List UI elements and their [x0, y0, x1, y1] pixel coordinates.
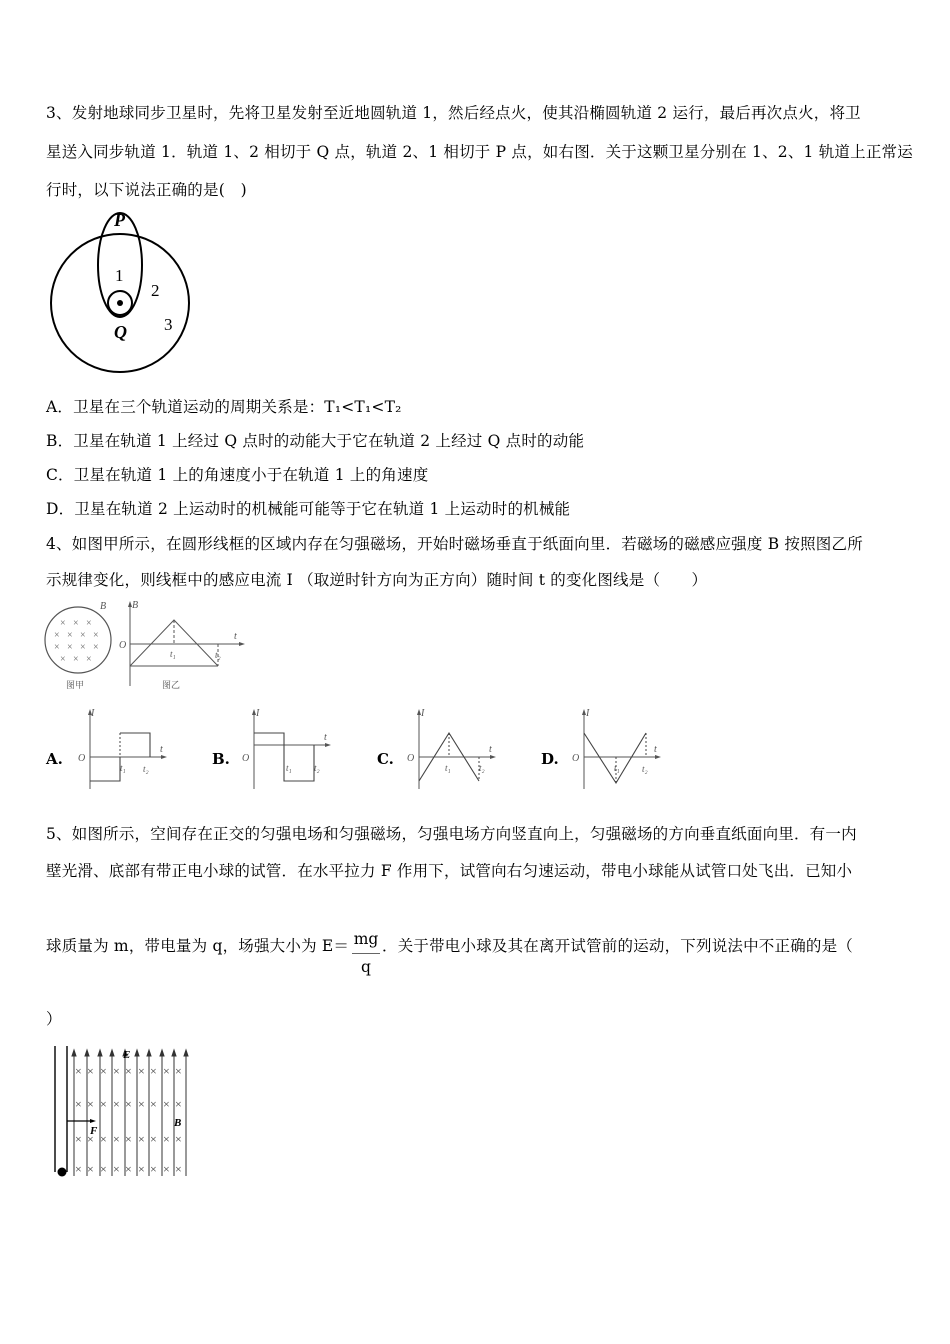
q4-option-c-label[interactable]: C.: [377, 750, 394, 768]
svg-text:×: ×: [125, 1064, 132, 1078]
svg-text:×: ×: [163, 1162, 170, 1176]
svg-text:t₂: t₂: [479, 763, 485, 773]
svg-text:×: ×: [100, 1132, 107, 1146]
field-crosses: [54, 618, 99, 665]
svg-text:×: ×: [100, 1064, 107, 1078]
svg-text:×: ×: [100, 1162, 107, 1176]
q4-option-d-label[interactable]: D.: [541, 750, 559, 768]
svg-text:×: ×: [138, 1162, 145, 1176]
q5-line-3-after: ．关于带电小球及其在离开试管前的运动，下列说法中不正确的是（: [382, 937, 854, 955]
q3-option-d: D．卫星在轨道 2 上运动时的机械能可能等于它在轨道 1 上运动时的机械能: [46, 500, 571, 518]
svg-text:×: ×: [150, 1097, 157, 1111]
svg-text:×: ×: [125, 1097, 132, 1111]
svg-text:×: ×: [125, 1162, 132, 1176]
label-f: F: [90, 1125, 98, 1137]
svg-text:O: O: [572, 753, 580, 764]
svg-text:×: ×: [60, 618, 66, 629]
svg-text:×: ×: [163, 1132, 170, 1146]
svg-text:t₂: t₂: [314, 763, 320, 773]
svg-text:×: ×: [73, 654, 79, 665]
svg-text:×: ×: [163, 1097, 170, 1111]
q5-line-4: ）: [46, 1010, 62, 1028]
svg-text:×: ×: [138, 1132, 145, 1146]
label-yi: 图乙: [162, 680, 181, 690]
q3-line-2: 星送入同步轨道 1．轨道 1、2 相切于 Q 点，轨道 2、1 相切于 P 点，如右图．关于这颗卫星分别在 1、2、1 轨道上正常运: [46, 143, 913, 161]
label-b-field: B: [174, 1117, 182, 1129]
svg-text:×: ×: [163, 1064, 170, 1078]
svg-text:×: ×: [150, 1064, 157, 1078]
q4-option-c-graph: [405, 705, 500, 793]
q5-line-2: 壁光滑、底部有带正电小球的试管．在水平拉力 F 作用下，试管向右匀速运动，带电小球能从试管口处飞出．已知小: [46, 862, 853, 880]
svg-text:×: ×: [113, 1132, 120, 1146]
q3-line-3: 行时，以下说法正确的是( ): [46, 181, 247, 199]
svg-text:I: I: [421, 708, 425, 719]
q4-option-b-label[interactable]: B.: [212, 750, 230, 768]
svg-text:×: ×: [93, 642, 99, 653]
svg-text:×: ×: [75, 1097, 82, 1111]
svg-text:×: ×: [87, 1097, 94, 1111]
q3-option-c: C．卫星在轨道 1 上的角速度小于在轨道 1 上的角速度: [46, 466, 429, 484]
label-e: E: [123, 1049, 131, 1061]
svg-text:×: ×: [138, 1097, 145, 1111]
svg-text:t₁: t₁: [120, 763, 126, 773]
label-orbit-2: 2: [151, 281, 160, 300]
earth-dot: [117, 300, 123, 306]
fraction-bar: [352, 953, 380, 954]
svg-text:×: ×: [175, 1097, 182, 1111]
svg-text:×: ×: [54, 642, 60, 653]
q3-line-1: 3、发射地球同步卫星时，先将卫星发射至近地圆轨道 1，然后经点火，使其沿椭圆轨道 2 运行，最后再次点火，将卫: [46, 104, 861, 122]
svg-text:×: ×: [93, 630, 99, 641]
label-p: P: [114, 210, 125, 230]
orbit-figure: [46, 208, 196, 376]
svg-text:t₁: t₁: [445, 763, 451, 773]
svg-text:I: I: [91, 708, 95, 719]
svg-text:×: ×: [175, 1162, 182, 1176]
svg-text:×: ×: [67, 630, 73, 641]
svg-text:×: ×: [175, 1132, 182, 1146]
q3-option-b: B．卫星在轨道 1 上经过 Q 点时的动能大于它在轨道 2 上经过 Q 点时的动能: [46, 432, 585, 450]
svg-text:×: ×: [86, 654, 92, 665]
svg-text:O: O: [119, 640, 127, 651]
fraction-denominator: q: [361, 958, 371, 976]
q5-line-1: 5、如图所示，空间存在正交的匀强电场和匀强磁场，匀强电场方向竖直向上，匀强磁场的方向垂直纸面向里．有一内: [46, 825, 857, 843]
label-orbit-1: 1: [115, 266, 124, 285]
q5-line-3-before: 球质量为 m，带电量为 q，场强大小为 E＝: [46, 937, 350, 955]
svg-text:×: ×: [113, 1162, 120, 1176]
svg-text:×: ×: [75, 1064, 82, 1078]
svg-text:×: ×: [75, 1162, 82, 1176]
field-tube-figure: [48, 1042, 193, 1182]
label-jia: 图甲: [66, 680, 85, 690]
svg-text:I: I: [586, 708, 590, 719]
svg-text:t: t: [654, 744, 657, 755]
svg-text:×: ×: [125, 1132, 132, 1146]
svg-text:×: ×: [86, 618, 92, 629]
svg-text:t: t: [234, 631, 237, 642]
q4-option-a-label[interactable]: A.: [46, 750, 63, 768]
svg-text:×: ×: [75, 1132, 82, 1146]
svg-text:t₁: t₁: [286, 763, 292, 773]
svg-text:×: ×: [67, 642, 73, 653]
q4-option-d-graph: [570, 705, 665, 793]
svg-text:O: O: [78, 753, 86, 764]
q3-option-a: A．卫星在三个轨道运动的周期关系是：T₁<T₁<T₂: [46, 398, 402, 416]
fraction-numerator: mg: [353, 930, 379, 948]
svg-text:×: ×: [80, 630, 86, 641]
svg-text:O: O: [407, 753, 415, 764]
figure-yi: [118, 598, 248, 693]
svg-text:×: ×: [100, 1097, 107, 1111]
svg-text:×: ×: [138, 1064, 145, 1078]
svg-text:×: ×: [60, 654, 66, 665]
label-orbit-3: 3: [164, 315, 173, 334]
svg-text:t₂: t₂: [215, 650, 221, 660]
svg-text:×: ×: [87, 1132, 94, 1146]
svg-text:t: t: [160, 744, 163, 755]
svg-text:×: ×: [175, 1064, 182, 1078]
svg-text:O: O: [242, 753, 250, 764]
svg-text:×: ×: [73, 618, 79, 629]
svg-text:×: ×: [87, 1064, 94, 1078]
q4-option-a-graph: [76, 705, 171, 793]
svg-text:t₁: t₁: [170, 649, 176, 659]
svg-text:×: ×: [54, 630, 60, 641]
label-b: B: [100, 601, 107, 612]
q4-line-1: 4、如图甲所示，在圆形线框的区域内存在匀强磁场，开始时磁场垂直于纸面向里．若磁场的磁感应强度 B 按照图乙所: [46, 535, 863, 553]
svg-text:×: ×: [150, 1162, 157, 1176]
label-q: Q: [114, 322, 127, 342]
svg-text:×: ×: [113, 1064, 120, 1078]
svg-text:t₂: t₂: [642, 764, 648, 774]
svg-text:×: ×: [150, 1132, 157, 1146]
q4-line-2: 示规律变化，则线框中的感应电流 I （取逆时针方向为正方向）随时间 t 的变化图线是（ ）: [46, 571, 708, 589]
svg-text:I: I: [256, 708, 260, 719]
svg-text:×: ×: [113, 1097, 120, 1111]
svg-text:t₂: t₂: [143, 764, 149, 774]
svg-text:t: t: [489, 744, 492, 755]
svg-text:×: ×: [80, 642, 86, 653]
charged-ball: [58, 1168, 67, 1177]
svg-text:t: t: [324, 732, 327, 743]
svg-text:×: ×: [87, 1162, 94, 1176]
svg-text:t₁: t₁: [614, 763, 620, 773]
figure-jia: [42, 598, 122, 693]
svg-text:B: B: [132, 600, 139, 611]
q4-option-b-graph: [240, 705, 335, 793]
